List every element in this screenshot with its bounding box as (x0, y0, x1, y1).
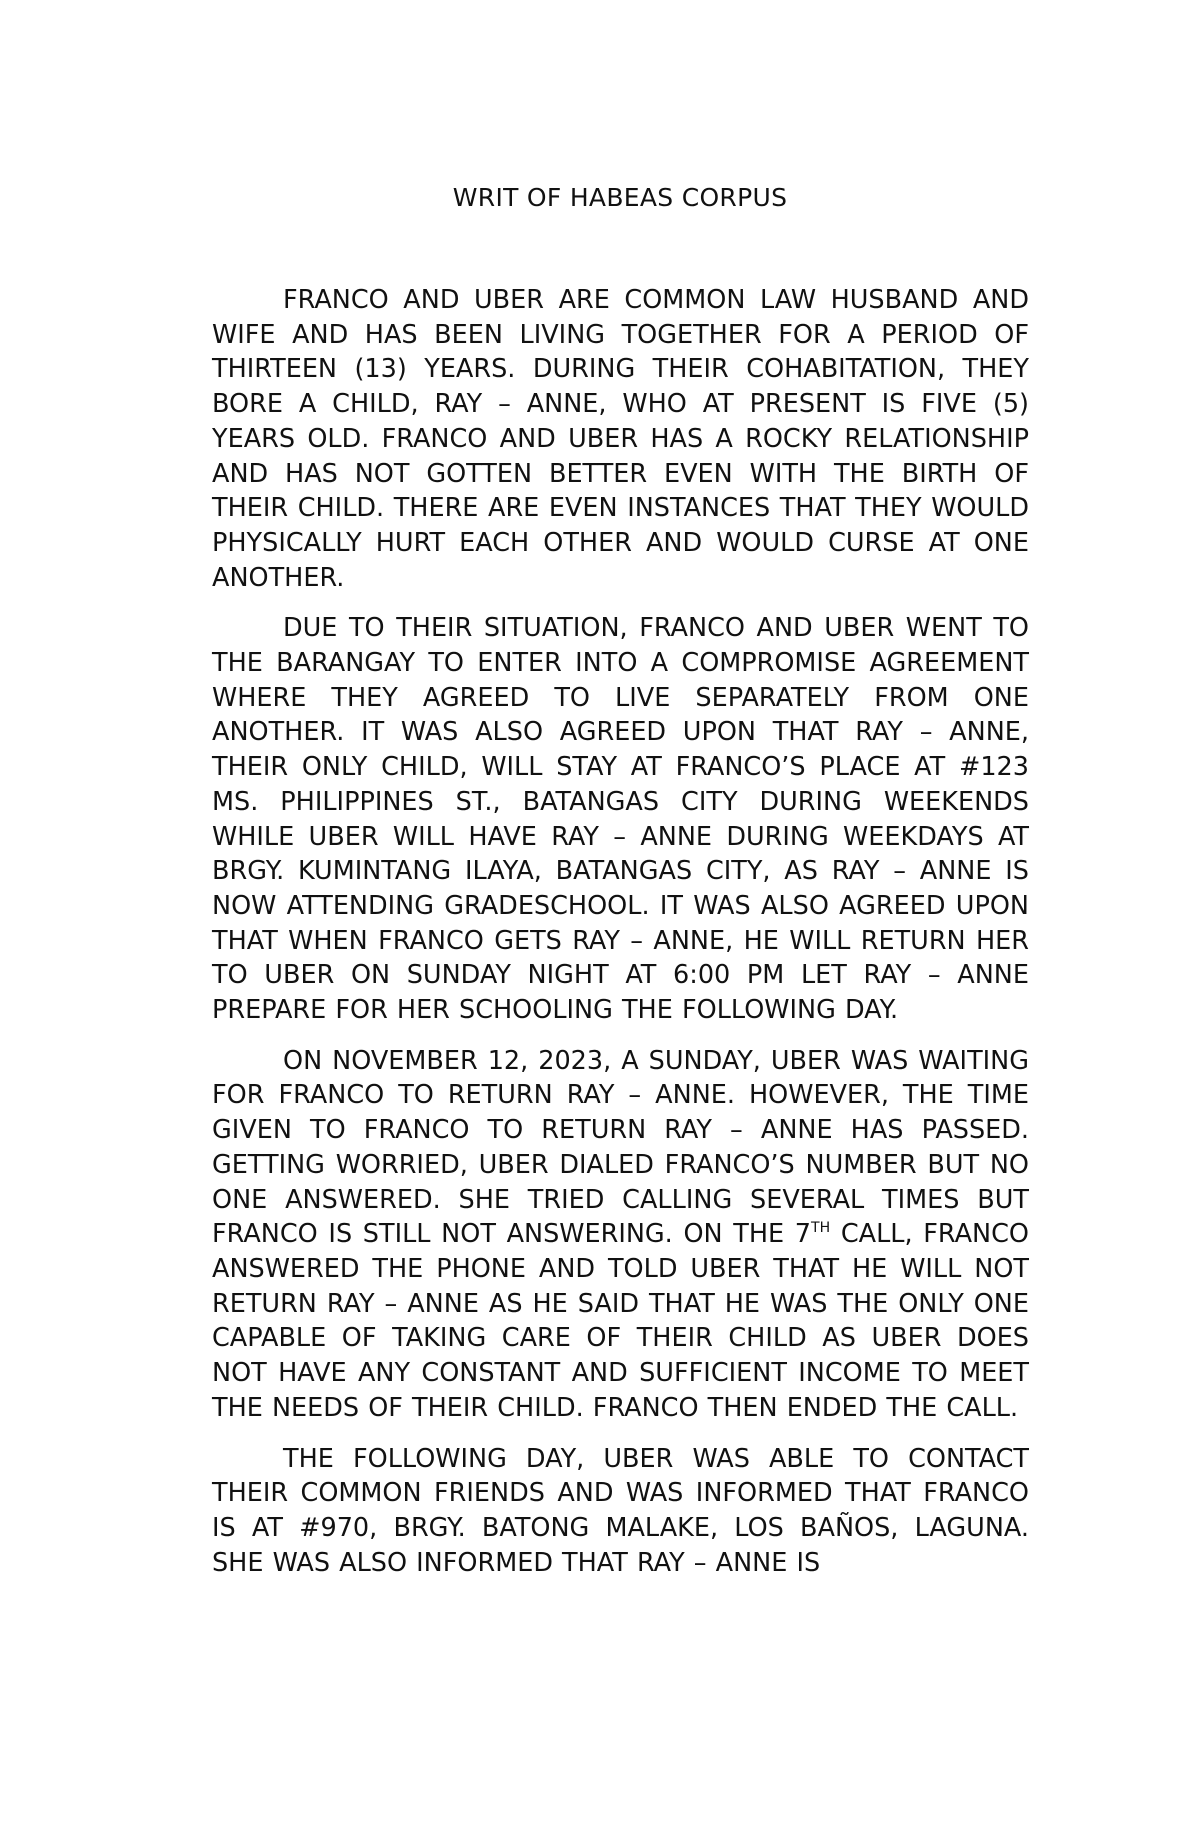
paragraph-4: THE FOLLOWING DAY, UBER WAS ABLE TO CONTACT THEIR COMMON FRIENDS AND WAS INFORMED THAT FRANCO IS AT #970, BRGY. BATONG MALAKE, LOS BAÑOS, LAGUNA. SHE WAS ALSO INFORMED THAT RAY – ANNE IS (212, 1443, 1029, 1578)
document-body (212, 283, 1029, 1596)
paragraph-3-text-before-superscript: ON NOVEMBER 12, 2023, A SUNDAY, UBER WAS WAITING FOR FRANCO TO RETURN RAY – ANNE. HOWEVER, THE TIME GIVEN TO FRANCO TO RETURN RAY – ANNE HAS PASSED. GETTING WORRIED, UBER DIALED FRANCO’S NUMBER BUT NO ONE ANSWERED. SHE TRIED CALLING SEVERAL TIMES BUT FRANCO IS STILL NOT ANSWERING. ON THE 7 (212, 1045, 1029, 1250)
paragraph-3-text-after-superscript: CALL, FRANCO ANSWERED THE PHONE AND TOLD UBER THAT HE WILL NOT RETURN RAY – ANNE AS HE SAID THAT HE WAS THE ONLY ONE CAPABLE OF TAKING CARE OF THEIR CHILD AS UBER DOES NOT HAVE ANY CONSTANT AND SUFFICIENT INCOME TO MEET THE NEEDS OF THEIR CHILD. FRANCO THEN ENDED THE CALL. (212, 1219, 1030, 1423)
ordinal-superscript: TH (811, 1220, 831, 1237)
paragraph-2: DUE TO THEIR SITUATION, FRANCO AND UBER WENT TO THE BARANGAY TO ENTER INTO A COMPROMISE AGREEMENT WHERE THEY AGREED TO LIVE SEPARATELY FROM ONE ANOTHER. IT WAS ALSO AGREED UPON THAT RAY – ANNE, THEIR ONLY CHILD, WILL STAY AT FRANCO’S PLACE AT #123 MS. PHILIPPINES ST., BATANGAS CITY DURING WEEKENDS WHILE UBER WILL HAVE RAY – ANNE DURING WEEKDAYS AT BRGY. KUMINTANG ILAYA, BATANGAS CITY, AS RAY – ANNE IS NOW ATTENDING GRADESCHOOL. IT WAS ALSO AGREED UPON THAT WHEN FRANCO GETS RAY – ANNE, HE WILL RETURN HER TO UBER ON SUNDAY NIGHT AT 6:00 PM LET RAY – ANNE PREPARE FOR HER SCHOOLING THE FOLLOWING DAY. (212, 613, 1029, 1026)
document-title: WRIT OF HABEAS CORPUS (452, 183, 788, 212)
paragraph-3 (212, 1044, 1029, 1426)
paragraph-1: FRANCO AND UBER ARE COMMON LAW HUSBAND AND WIFE AND HAS BEEN LIVING TOGETHER FOR A PERIOD OF THIRTEEN (13) YEARS. DURING THEIR COHABITATION, THEY BORE A CHILD, RAY – ANNE, WHO AT PRESENT IS FIVE (5) YEARS OLD. FRANCO AND UBER HAS A ROCKY RELATIONSHIP AND HAS NOT GOTTEN BETTER EVEN WITH THE BIRTH OF THEIR CHILD. THERE ARE EVEN INSTANCES THAT THEY WOULD PHYSICALLY HURT EACH OTHER AND WOULD CURSE AT ONE ANOTHER. (212, 285, 1029, 593)
